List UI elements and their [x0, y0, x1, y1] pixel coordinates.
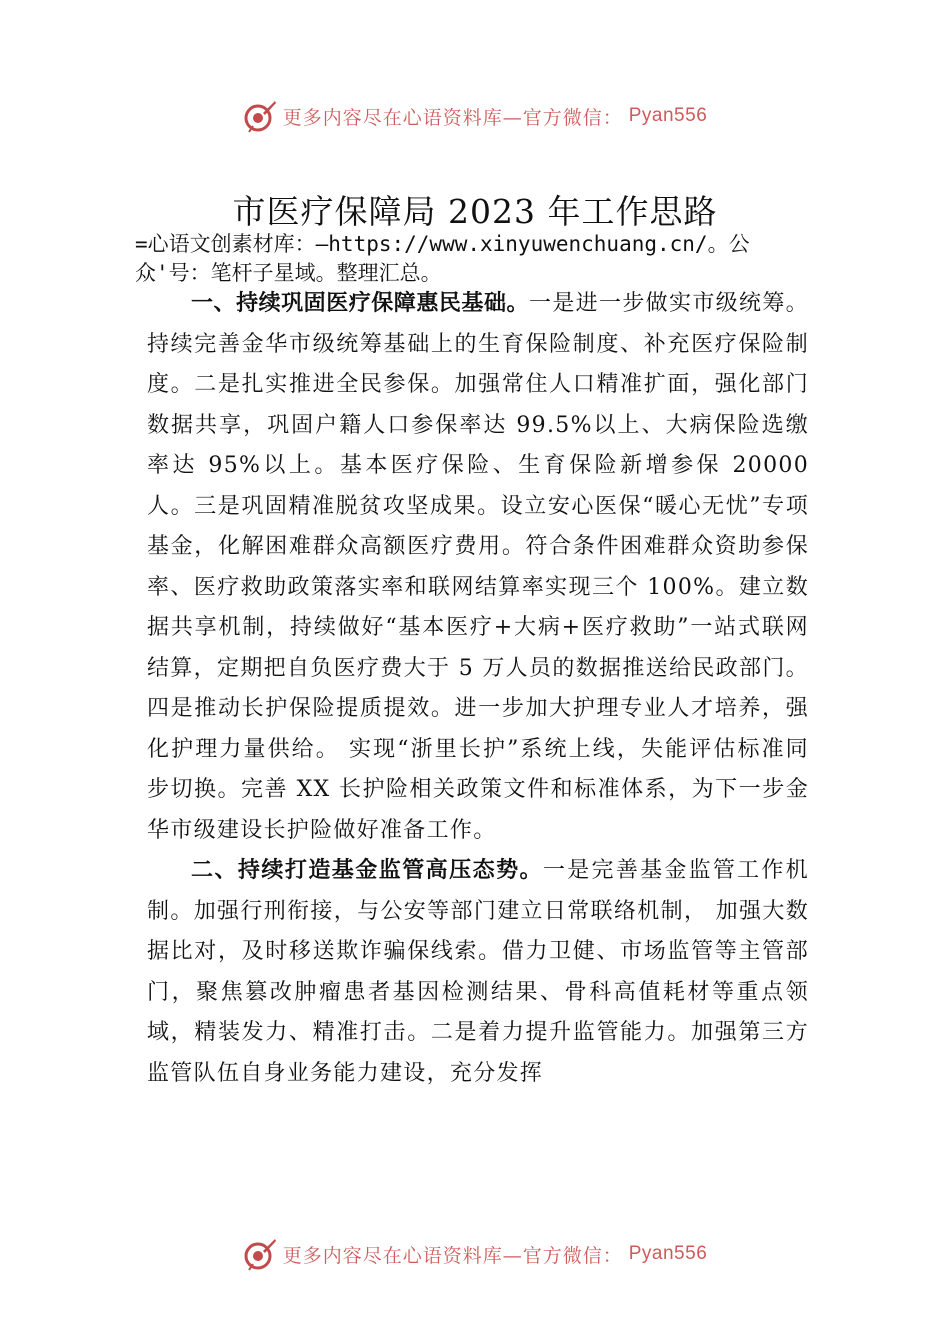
banner-text: 更多内容尽在心语资料库—官方微信： — [282, 106, 623, 129]
footer-banner — [0, 1234, 950, 1274]
document-body — [147, 284, 809, 1094]
wechat-id: Pyan556 — [628, 105, 708, 126]
quill-pen-seal-icon — [243, 1237, 277, 1271]
paragraph-2 — [147, 851, 809, 1094]
paragraph-heading: 二、持续打造基金监管高压态势。 — [191, 858, 544, 883]
banner-text: 更多内容尽在心语资料库—官方微信： — [282, 1244, 623, 1267]
header-banner — [0, 96, 950, 136]
document-title: 市医疗保障局 2023 年工作思路 — [232, 192, 718, 231]
quill-pen-seal-icon — [243, 99, 277, 133]
paragraph-heading: 一、持续巩固医疗保障惠民基础。 — [191, 291, 530, 316]
paragraph-text: 一是进一步做实市级统筹。持续完善金华市级统筹基础上的生育保险制度、补充医疗保险制度。二是扎实推进全民参保。加强常住人口精准扩面，强化部门数据共享，巩固户籍人口参保率达 99.5%以上、大病保险选缴率达 95%以上。基本医疗保险、生育保险新增参保 20000 人。三是巩固精准脱贫攻坚成果。设立安心医保“暖心无忧”专项基金，化解困难群众高额医疗费用。符合条件困难群众资助参保率、医疗救助政策落实率和联网结算率实现三个 100%。建立数据共享机制，持续做好“基本医疗+大病+医疗救助”一站式联网结算，定期把自负医疗费大于 5 万人员的数据推送给民政部门。四是推动长护保险提质提效。进一步加大护理专业人才培养，强化护理力量供给。 实现“浙里长护”系统上线，失能评估标准同步切换。完善 XX 长护险相关政策文件和标准体系，为下一步金华市级建设长护险做好准备工作。 — [147, 291, 809, 843]
paragraph-1 — [147, 284, 809, 851]
paragraph-text: 一是完善基金监管工作机制。加强行刑衔接，与公安等部门建立日常联络机制， 加强大数据比对，及时移送欺诈骗保线索。借力卫健、市场监管等主管部门，聚焦篡改肿瘤患者基因检测结果、骨科高值耗材等重点领域，精装发力、精准打击。二是着力提升监管能力。加强第三方监管队伍自身业务能力建设，充分发挥 — [147, 858, 809, 1086]
source-note: =心语文创素材库：—https://www.xinyuwenchuang.cn/。公众'号：笔杆子星域。整理汇总。 — [135, 232, 750, 285]
wechat-id: Pyan556 — [628, 1243, 708, 1264]
